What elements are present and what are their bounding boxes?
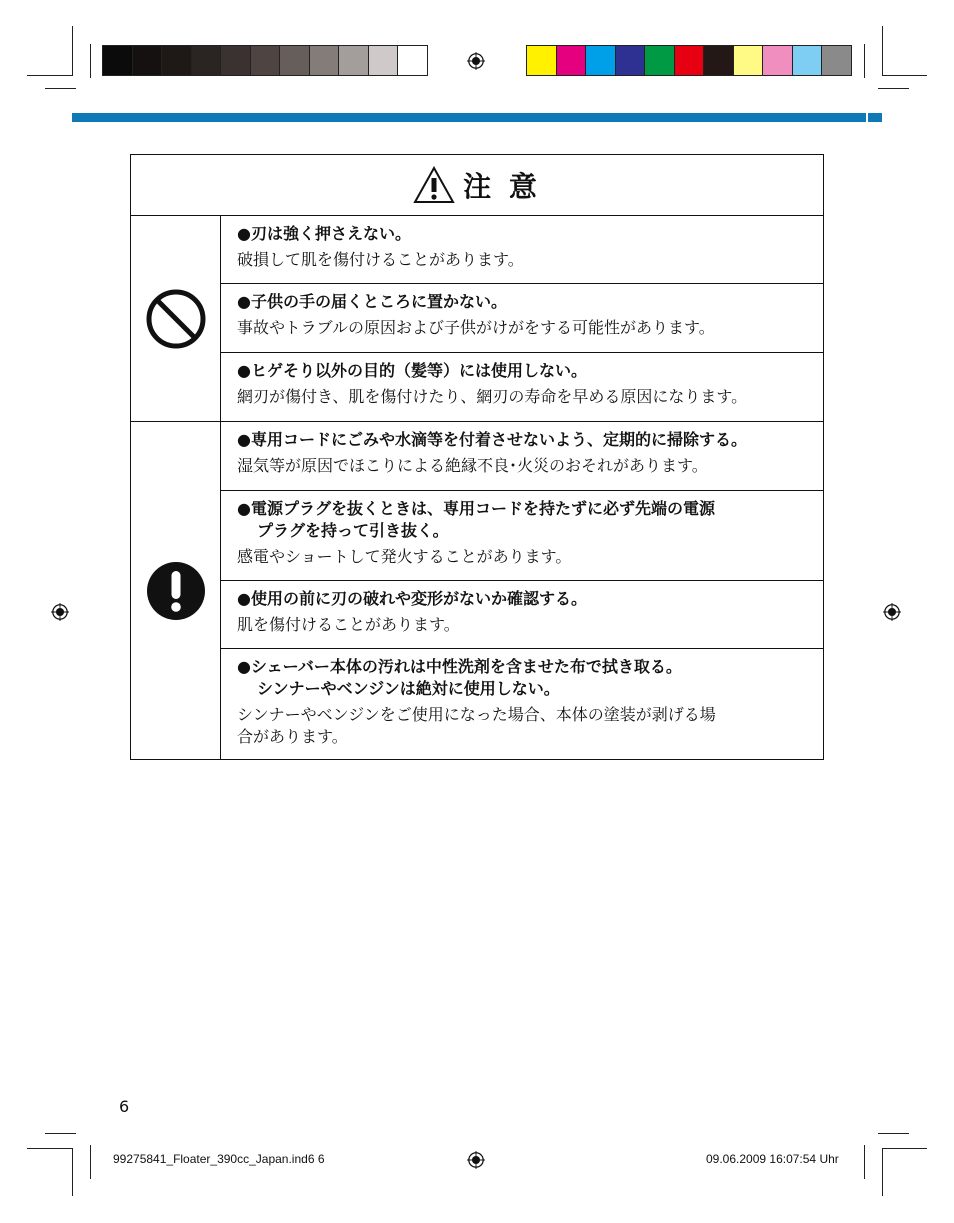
color-swatch	[792, 46, 822, 75]
prohibition-item	[221, 284, 823, 353]
color-swatch	[527, 46, 556, 75]
prohibition-icon	[145, 288, 207, 350]
color-swatch	[397, 46, 427, 75]
rule-text: ●電源プラグを抜くときは、専用コードを持たずに必ず先端の電源 プラグを持って引き抜く。	[237, 499, 715, 540]
rule-text: ●ヒゲそり以外の目的（髪等）には使用しない。	[237, 361, 587, 380]
color-swatch	[220, 46, 250, 75]
registration-mark-icon	[51, 603, 69, 621]
rule-text: ●シェーバー本体の汚れは中性洗剤を含ませた布で拭き取る。 シンナーやベンジンは絶対に使用しない。	[237, 657, 682, 698]
mandatory-item	[221, 491, 823, 581]
note-text: 湿気等が原因でほこりによる絶縁不良･火災のおそれがあります。	[237, 456, 708, 475]
color-swatch	[309, 46, 339, 75]
color-swatch	[733, 46, 763, 75]
color-swatch	[191, 46, 221, 75]
color-swatch	[338, 46, 368, 75]
mandatory-item	[221, 649, 823, 759]
registration-mark-icon	[467, 52, 485, 70]
color-swatch	[703, 46, 733, 75]
mandatory-item	[221, 422, 823, 491]
color-swatch	[103, 46, 132, 75]
color-swatch	[368, 46, 398, 75]
prohibition-icon-cell	[131, 216, 221, 421]
color-swatch	[762, 46, 792, 75]
header-rule	[72, 113, 882, 122]
note-text: 肌を傷付けることがあります。	[237, 615, 460, 634]
color-swatch	[556, 46, 586, 75]
rule-text: ●専用コードにごみや水滴等を付着させないよう、定期的に掃除する。	[237, 430, 747, 449]
process-color-bar	[526, 45, 852, 76]
caution-header	[131, 155, 823, 216]
color-swatch	[250, 46, 280, 75]
color-swatch	[644, 46, 674, 75]
color-swatch	[585, 46, 615, 75]
rule-text: ●刃は強く押さえない。	[237, 224, 411, 243]
mandatory-item	[221, 581, 823, 649]
grayscale-color-bar	[102, 45, 428, 76]
caution-title: 注 意	[463, 170, 541, 203]
note-text: 破損して肌を傷付けることがあります。	[237, 250, 524, 269]
color-swatch	[161, 46, 191, 75]
rule-text: ●子供の手の届くところに置かない。	[237, 292, 507, 311]
exclamation-circle-icon	[146, 561, 206, 621]
registration-mark-icon	[883, 603, 901, 621]
rule-text: ●使用の前に刃の破れや変形がないか確認する。	[237, 589, 587, 608]
caution-table	[130, 154, 824, 760]
slug-timestamp: 09.06.2009 16:07:54 Uhr	[706, 1152, 839, 1166]
slug-file-name: 99275841_Floater_390cc_Japan.ind6 6	[113, 1152, 325, 1166]
note-text: 事故やトラブルの原因および子供がけがをする可能性があります。	[237, 318, 715, 337]
color-swatch	[132, 46, 162, 75]
note-text: シンナーやベンジンをご使用になった場合、本体の塗装が剥げる場 合があります。	[237, 705, 716, 746]
color-swatch	[279, 46, 309, 75]
mandatory-group	[131, 422, 823, 759]
color-swatch	[821, 46, 851, 75]
warning-triangle-icon	[413, 166, 455, 204]
prohibition-group	[131, 216, 823, 422]
registration-mark-icon	[467, 1151, 485, 1169]
color-swatch	[674, 46, 704, 75]
color-swatch	[615, 46, 645, 75]
prohibition-item	[221, 353, 823, 422]
note-text: 網刃が傷付き、肌を傷付けたり、網刃の寿命を早める原因になります。	[237, 387, 748, 406]
mandatory-icon-cell	[131, 422, 221, 759]
page-number: 6	[119, 1097, 130, 1116]
note-text: 感電やショートして発火することがあります。	[237, 547, 572, 566]
prohibition-item	[221, 216, 823, 284]
